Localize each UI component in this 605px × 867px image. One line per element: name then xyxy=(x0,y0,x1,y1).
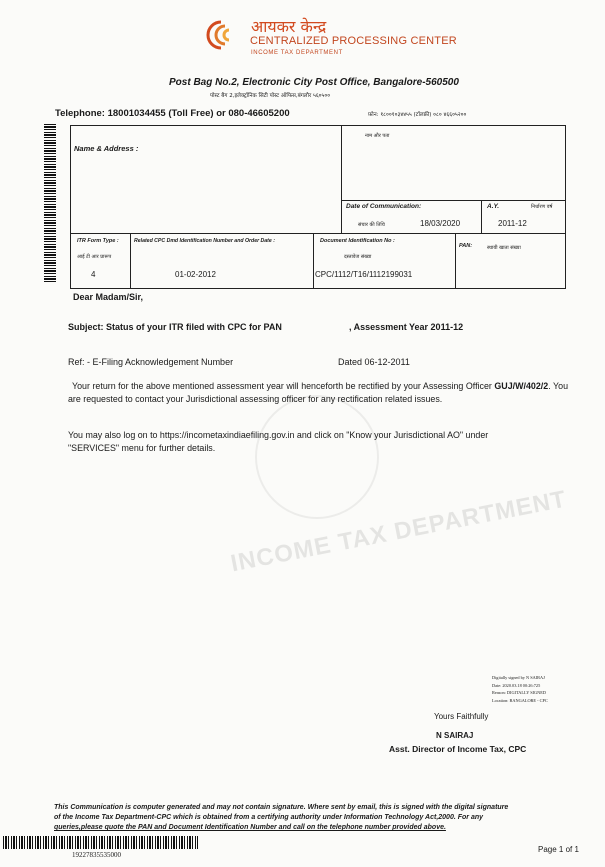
signatory-title: Asst. Director of Income Tax, CPC xyxy=(389,744,527,754)
reference: Ref: - E-Filing Acknowledgement Number xyxy=(68,357,234,367)
logo-subtitle: INCOME TAX DEPARTMENT xyxy=(251,50,343,56)
side-barcode xyxy=(44,124,56,282)
name-address-label: Name & Address : xyxy=(74,144,139,153)
paragraph-rectification: Your return for the above mentioned assessment year will henceforth be rectified by your Assessing Officer GUJ/W/402/2. You are requested to contact your Jurisdictional assessing officer for any rectification related issues. xyxy=(68,381,569,404)
watermark-text: INCOME TAX DEPARTMENT xyxy=(228,485,569,578)
subject-right: , Assessment Year 2011-12 xyxy=(349,322,464,332)
office-address-hindi: पोस्ट बैग 2,इलेक्ट्रॉनिक सिटी पोस्ट ऑफिस,बंगलौर ५६०५०० xyxy=(210,93,331,99)
date-of-communication-label-hindi: संचार की तिथि xyxy=(358,222,385,228)
logo-title: CENTRALIZED PROCESSING CENTER xyxy=(250,35,457,47)
ay-label-hindi: निर्धारण वर्ष xyxy=(531,204,553,210)
office-address: Post Bag No.2, Electronic City Post Office, Bangalore-560500 xyxy=(169,77,459,88)
reference-date: Dated 06-12-2011 xyxy=(338,357,410,367)
footer-note: This Communication is computer generated and may not contain signature. Where sent by email, this is signed with the digital signature of the Income Tax Department-CPC which is obtained from a certifying authority under Information Technology Act,2000. For any queries,please quote the PAN and Document Identification Number and call on the telephone number provided above. xyxy=(54,804,509,831)
footer-barcode xyxy=(3,836,198,849)
document-id-label-hindi: दस्तावेज संख्या xyxy=(344,254,372,260)
digital-signature-stamp: Digitally signed by N SAIRAJ Date: 2020.03.18 00:26:725 Reason: DIGITALLY SIGNED Location: BANGALORE - CPC xyxy=(492,675,548,703)
emblem-watermark-icon xyxy=(255,395,379,519)
ay-label: A.Y. xyxy=(487,203,500,210)
related-cpc-value: 01-02-2012 xyxy=(175,270,216,279)
telephone: Telephone: 18001034455 (Toll Free) or 080-46605200 xyxy=(55,108,290,119)
paragraph-login: You may also log on to https://incometaxindiaefiling.gov.in and click on "Know your Jurisdictional AO" under "SERVICES" menu for further details. xyxy=(68,430,489,453)
itr-form-type-value: 4 xyxy=(91,270,96,279)
logo-hindi: आयकर केन्द्र xyxy=(251,17,327,36)
itr-form-type-label-hindi: आई टी आर प्रारूप xyxy=(77,254,112,260)
pan-label-hindi: स्थायी खाता संख्या xyxy=(487,245,521,251)
ay-value: 2011-12 xyxy=(498,219,527,228)
document-id-value: CPC/1112/T16/1112199031 xyxy=(315,270,413,279)
date-of-communication-value: 18/03/2020 xyxy=(420,219,461,228)
barcode-number: 19227835535000 xyxy=(72,851,121,859)
document-id-label: Document Identification No : xyxy=(320,238,395,244)
pan-label: PAN: xyxy=(459,243,473,249)
date-of-communication-label: Date of Communication: xyxy=(346,203,422,210)
page-number: Page 1 of 1 xyxy=(538,845,579,854)
subject-left: Subject: Status of your ITR filed with CPC for PAN xyxy=(68,322,282,332)
cpc-logo-icon xyxy=(197,18,245,52)
closing: Yours Faithfully xyxy=(434,712,489,721)
salutation: Dear Madam/Sir, xyxy=(73,292,144,302)
telephone-hindi: फ़ोन: १८००१०३४४५५ (टॉलफ्री) ०८० ४६६०५२०० xyxy=(368,112,467,118)
name-label-hindi: नाम और पता xyxy=(365,133,390,139)
itr-form-type-label: ITR Form Type : xyxy=(77,238,119,244)
signatory-name: N SAIRAJ xyxy=(436,731,474,740)
related-cpc-label: Related CPC Dmd Identification Number and Order Date : xyxy=(134,238,275,244)
